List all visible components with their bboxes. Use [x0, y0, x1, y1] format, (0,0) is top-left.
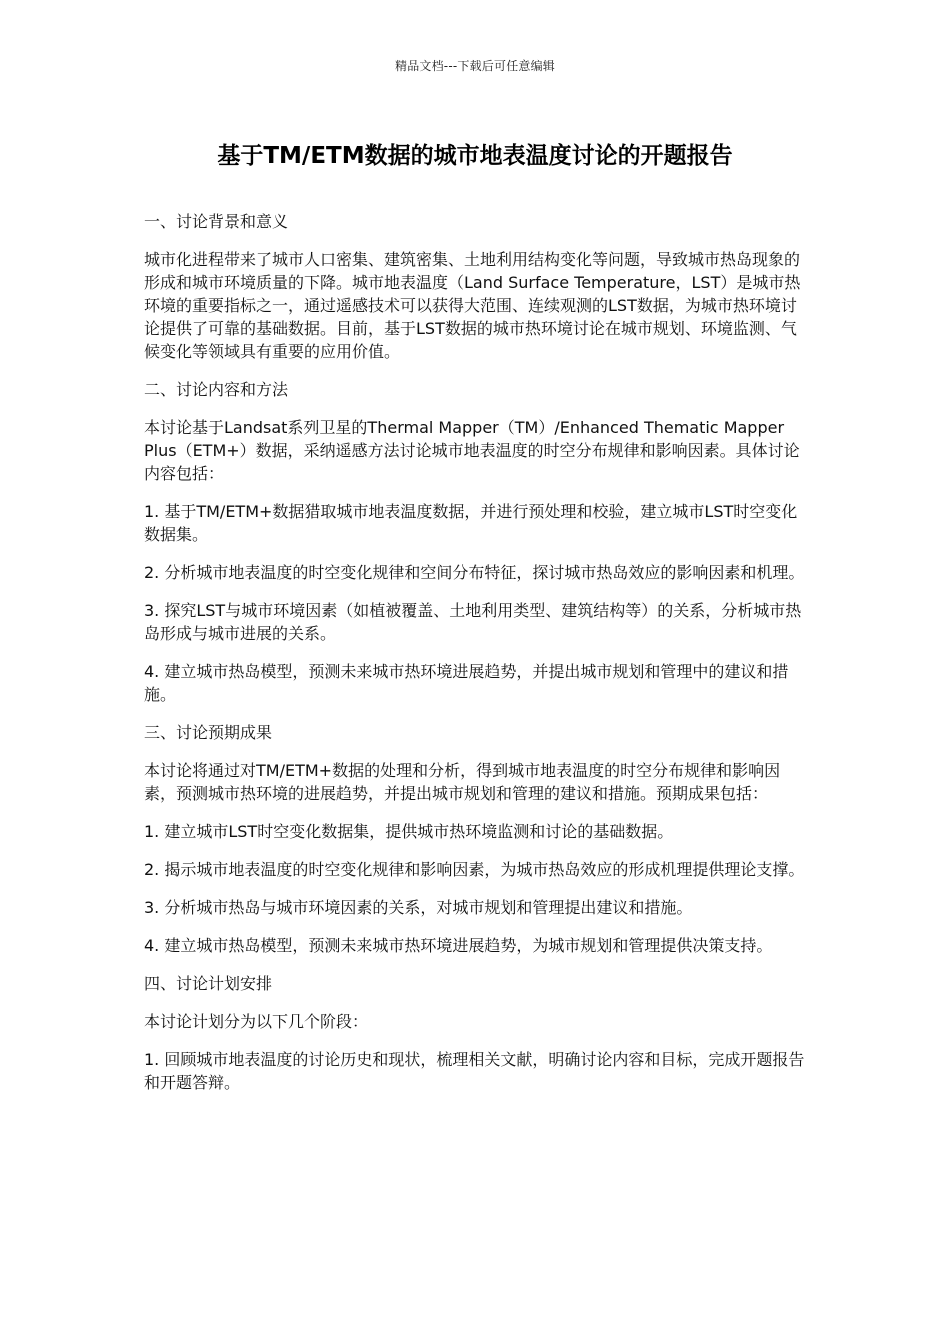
content-list-item: 4. 建立城市热岛模型，预测未来城市热环境进展趋势，并提出城市规划和管理中的建议和措施。 [144, 662, 789, 704]
outcomes-list-item: 4. 建立城市热岛模型，预测未来城市热环境进展趋势，为城市规划和管理提供决策支持。 [144, 936, 773, 955]
schedule-intro-paragraph: 本讨论计划分为以下几个阶段： [144, 1012, 369, 1031]
content-list-item: 2. 分析城市地表温度的时空变化规律和空间分布特征，探讨城市热岛效应的影响因素和机理。 [144, 563, 805, 582]
outcomes-intro-paragraph: 本讨论将通过对TM/ETM+数据的处理和分析，得到城市地表温度的时空分布规律和影响因素，预测城市热环境的进展趋势，并提出城市规划和管理的建议和措施。预期成果包括： [144, 761, 781, 803]
section-heading-outcomes: 三、讨论预期成果 [144, 723, 273, 742]
page-header-note: 精品文档---下载后可任意编辑 [395, 59, 555, 73]
background-paragraph: 城市化进程带来了城市人口密集、建筑密集、土地利用结构变化等问题，导致城市热岛现象的形成和城市环境质量的下降。城市地表温度（Land Surface Temperature，LST）是城市热环境的重要指标之一，通过遥感技术可以获得大范围、连续观测的LST数据，为城市热环境讨论提供了可靠的基础数据。目前，基于LST数据的城市热环境讨论在城市规划、环境监测、气候变化等领域具有重要的应用价值。 [144, 250, 801, 361]
schedule-list-item: 1. 回顾城市地表温度的讨论历史和现状，梳理相关文献，明确讨论内容和目标，完成开题报告和开题答辩。 [144, 1050, 805, 1092]
content-intro-paragraph: 本讨论基于Landsat系列卫星的Thermal Mapper（TM）/Enhanced Thematic Mapper Plus（ETM+）数据，采纳遥感方法讨论城市地表温度的时空分布规律和影响因素。具体讨论内容包括： [144, 418, 800, 483]
document-body [144, 210, 806, 1109]
outcomes-list-item: 3. 分析城市热岛与城市环境因素的关系，对城市规划和管理提出建议和措施。 [144, 898, 693, 917]
document-title: 基于TM/ETM数据的城市地表温度讨论的开题报告 [217, 143, 733, 169]
outcomes-list-item: 1. 建立城市LST时空变化数据集，提供城市热环境监测和讨论的基础数据。 [144, 822, 674, 841]
outcomes-list-item: 2. 揭示城市地表温度的时空变化规律和影响因素，为城市热岛效应的形成机理提供理论支撑。 [144, 860, 805, 879]
section-heading-content: 二、讨论内容和方法 [144, 380, 289, 399]
content-list-item: 3. 探究LST与城市环境因素（如植被覆盖、土地利用类型、建筑结构等）的关系，分析城市热岛形成与城市进展的关系。 [144, 601, 802, 643]
section-heading-background: 一、讨论背景和意义 [144, 212, 289, 231]
content-list-item: 1. 基于TM/ETM+数据猎取城市地表温度数据，并进行预处理和校验，建立城市LST时空变化数据集。 [144, 502, 798, 544]
section-heading-schedule: 四、讨论计划安排 [144, 974, 273, 993]
